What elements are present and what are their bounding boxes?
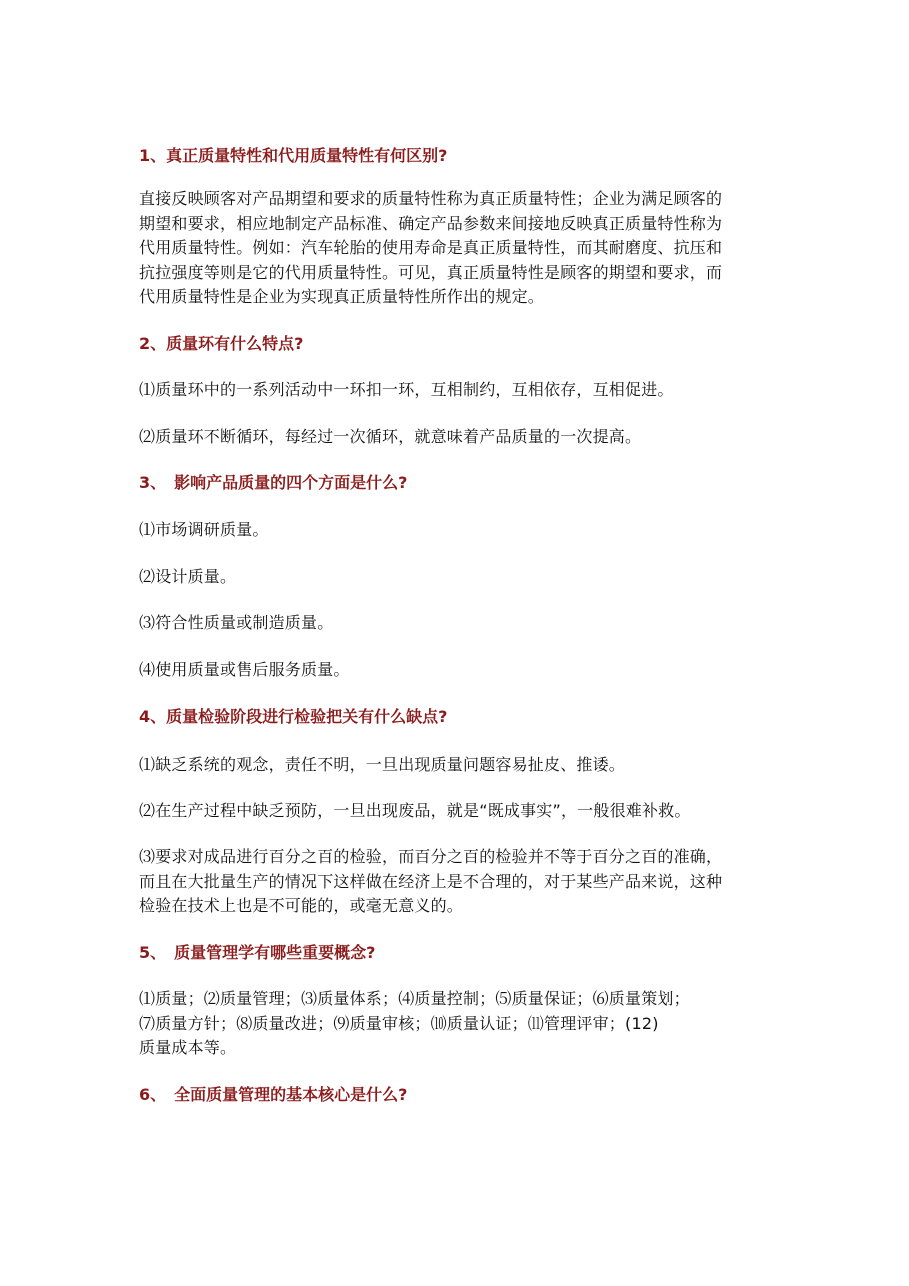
section-4-item-2 (139, 799, 784, 824)
section-4-item-3 (139, 845, 784, 919)
section-1-heading: 1、真正质量特性和代用质量特性有何区别? (139, 146, 448, 165)
section-4-heading: 4、质量检验阶段进行检验把关有什么缺点? (139, 707, 448, 726)
section-3-item-4 (139, 658, 784, 683)
text-line: ⑴缺乏系统的观念，责任不明，一旦出现质量问题容易扯皮、推诿。 (139, 755, 626, 774)
text-line: ⑷使用质量或售后服务质量。 (139, 660, 350, 679)
section-3-item-1 (139, 518, 784, 543)
section-2-item-1 (139, 378, 784, 403)
section-2-heading: 2、质量环有什么特点? (139, 334, 304, 353)
section-3-item-2 (139, 565, 784, 590)
section-3-item-3 (139, 611, 784, 636)
text-line: ⑴市场调研质量。 (139, 520, 269, 539)
text-line: 直接反映顾客对产品期望和要求的质量特性称为真正质量特性；企业为满足顾客的 (139, 189, 723, 208)
text-line: ⑵在生产过程中缺乏预防，一旦出现废品，就是“既成事实”，一般很难补救。 (139, 801, 691, 820)
section-6-heading: 6、 全面质量管理的基本核心是什么? (139, 1085, 408, 1104)
text-line: ⑶符合性质量或制造质量。 (139, 613, 334, 632)
text-line: 代用质量特性。例如：汽车轮胎的使用寿命是真正质量特性，而其耐磨度、抗压和 (139, 238, 723, 257)
section-4-item-1 (139, 753, 784, 778)
text-line: 质量成本等。 (139, 1038, 237, 1057)
section-5-item-1 (139, 987, 784, 1061)
text-line: ⑵质量环不断循环，每经过一次循环，就意味着产品质量的一次提高。 (139, 427, 642, 446)
text-line: 期望和要求，相应地制定产品标准、确定产品参数来间接地反映真正质量特性称为 (139, 213, 723, 233)
section-2-item-2 (139, 425, 784, 450)
text-line: 检验在技术上也是不可能的，或毫无意义的。 (139, 896, 464, 915)
text-line: 抗拉强度等则是它的代用质量特性。可见，真正质量特性是顾客的期望和要求，而 (139, 262, 723, 282)
text-line: ⑴质量；⑵质量管理；⑶质量体系；⑷质量控制；⑸质量保证；⑹质量策划； (139, 989, 690, 1008)
section-1-paragraph (139, 187, 784, 310)
text-line: ⑺质量方针；⑻质量改进；⑼质量审核；⑽质量认证；⑾管理评审；(12) (139, 1013, 659, 1033)
text-line: ⑶要求对成品进行百分之百的检验，而百分之百的检验并不等于百分之百的准确， (139, 847, 723, 866)
text-line: 代用质量特性是企业为实现真正质量特性所作出的规定。 (139, 287, 545, 306)
section-5-heading: 5、 质量管理学有哪些重要概念? (139, 943, 376, 962)
text-line: ⑵设计质量。 (139, 567, 237, 586)
section-3-heading: 3、 影响产品质量的四个方面是什么? (139, 473, 408, 492)
text-line: 而且在大批量生产的情况下这样做在经济上是不合理的，对于某些产品来说，这种 (139, 871, 723, 891)
text-line: ⑴质量环中的一系列活动中一环扣一环，互相制约，互相依存，互相促进。 (139, 380, 674, 399)
